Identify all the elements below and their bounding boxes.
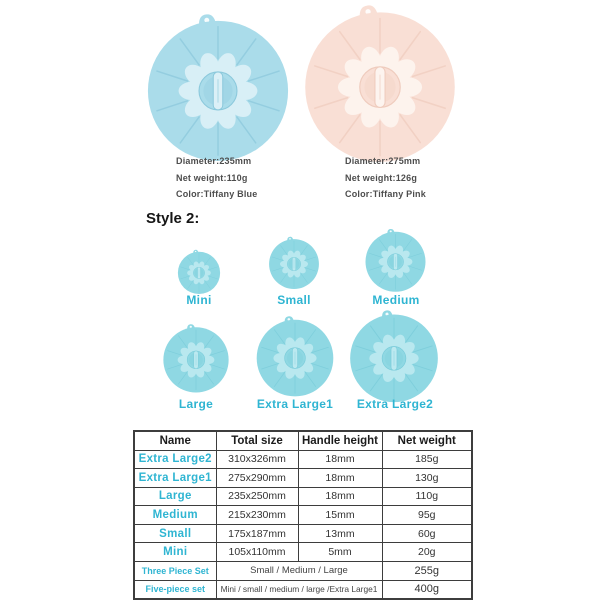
table-header-row bbox=[134, 431, 472, 450]
row-handle: 15mm bbox=[298, 506, 382, 525]
pink-net-weight: Net weight:126g bbox=[345, 172, 418, 183]
blue-color: Color:Tiffany Blue bbox=[176, 189, 258, 199]
medium-lid-image bbox=[364, 228, 427, 293]
table-row bbox=[134, 506, 472, 525]
row-name: Large bbox=[134, 487, 216, 506]
size-label-small: Small bbox=[277, 293, 311, 307]
table-set-row bbox=[134, 580, 472, 599]
size-label-medium: Medium bbox=[372, 293, 420, 307]
row-weight: 95g bbox=[382, 506, 472, 525]
pink-color: Color:Tiffany Pink bbox=[345, 189, 426, 199]
header-handle-height: Handle height bbox=[298, 431, 382, 450]
size-label-large: Large bbox=[178, 397, 214, 411]
table-row bbox=[134, 450, 472, 469]
set-row-weight: 255g bbox=[382, 562, 472, 581]
row-size: 105x110mm bbox=[216, 543, 298, 562]
set-row-name: Five-piece set bbox=[134, 580, 216, 599]
row-handle: 18mm bbox=[298, 469, 382, 488]
row-size: 215x230mm bbox=[216, 506, 298, 525]
table-row bbox=[134, 487, 472, 506]
table-row bbox=[134, 543, 472, 562]
set-row-contents: Small / Medium / Large bbox=[216, 562, 382, 581]
size-label-extra-large2: Extra Large2 bbox=[356, 397, 434, 411]
set-row-weight: 400g bbox=[382, 580, 472, 599]
size-spec-table bbox=[133, 430, 473, 600]
pink-lid-specs bbox=[345, 153, 426, 203]
row-size: 175x187mm bbox=[216, 524, 298, 543]
row-name: Medium bbox=[134, 506, 216, 525]
large-lid-image bbox=[162, 323, 230, 394]
row-handle: 13mm bbox=[298, 524, 382, 543]
extra-large1-lid-image bbox=[255, 315, 335, 398]
blue-diameter: Diameter:235mm bbox=[176, 156, 252, 166]
set-row-name: Three Piece Set bbox=[134, 562, 216, 581]
header-total-size: Total size bbox=[216, 431, 298, 450]
row-weight: 110g bbox=[382, 487, 472, 506]
row-size: 275x290mm bbox=[216, 469, 298, 488]
size-label-mini: Mini bbox=[186, 293, 212, 307]
row-weight: 20g bbox=[382, 543, 472, 562]
tiffany-blue-lid-image bbox=[145, 12, 291, 164]
pink-diameter: Diameter:275mm bbox=[345, 156, 421, 166]
extra-large2-lid-image bbox=[348, 309, 440, 404]
blue-lid-specs bbox=[176, 153, 257, 203]
blue-net-weight: Net weight:110g bbox=[176, 172, 248, 183]
table-set-row bbox=[134, 562, 472, 581]
mini-lid-image bbox=[177, 249, 221, 295]
header-name: Name bbox=[134, 431, 216, 450]
row-name: Extra Large2 bbox=[134, 450, 216, 469]
style2-heading: Style 2: bbox=[146, 210, 200, 227]
row-handle: 18mm bbox=[298, 487, 382, 506]
tiffany-pink-lid-image bbox=[302, 3, 458, 165]
table-row bbox=[134, 469, 472, 488]
set-row-contents: Mini / small / medium / large /Extra Large1 bbox=[216, 580, 382, 599]
row-weight: 130g bbox=[382, 469, 472, 488]
header-net-weight: Net weight bbox=[382, 431, 472, 450]
row-weight: 185g bbox=[382, 450, 472, 469]
row-name: Mini bbox=[134, 543, 216, 562]
table-row bbox=[134, 524, 472, 543]
row-handle: 5mm bbox=[298, 543, 382, 562]
row-size: 310x326mm bbox=[216, 450, 298, 469]
row-size: 235x250mm bbox=[216, 487, 298, 506]
small-lid-image bbox=[268, 236, 320, 290]
row-name: Extra Large1 bbox=[134, 469, 216, 488]
size-label-extra-large1: Extra Large1 bbox=[256, 397, 334, 411]
row-handle: 18mm bbox=[298, 450, 382, 469]
row-name: Small bbox=[134, 524, 216, 543]
row-weight: 60g bbox=[382, 524, 472, 543]
